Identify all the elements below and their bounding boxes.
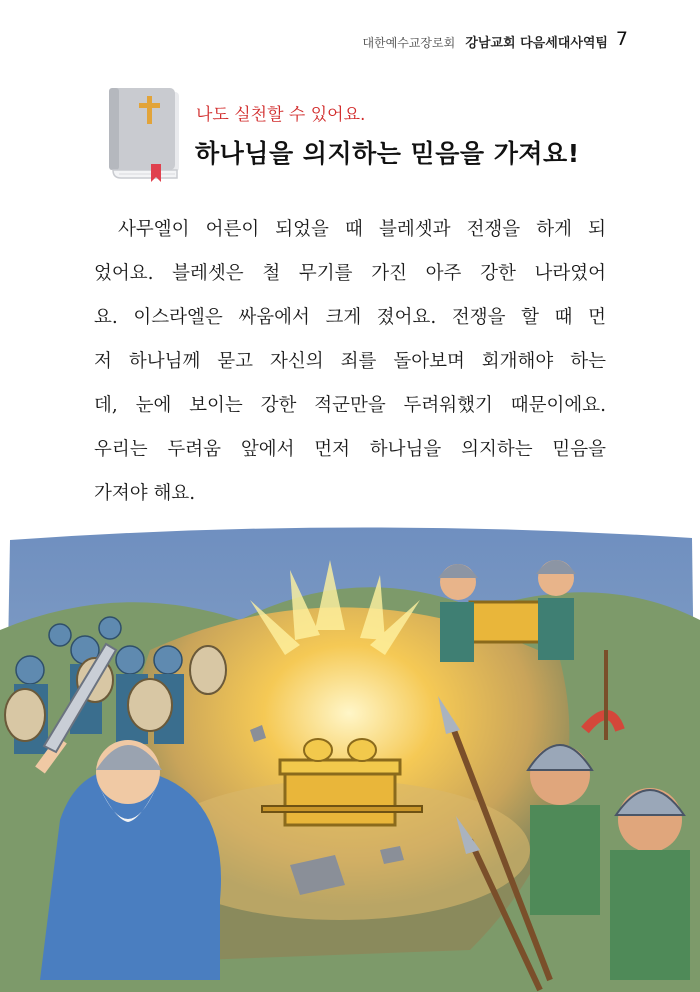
body-line: 었어요. 블레셋은 철 무기를 가진 아주 강한 나라였어: [94, 263, 606, 284]
battle-illustration: [0, 520, 700, 992]
bible-book-icon: [107, 86, 181, 182]
body-line: 사무엘이 어른이 되었을 때 블레셋과 전쟁을 하게 되: [118, 219, 606, 240]
subtitle: 나도 실천할 수 있어요.: [196, 105, 366, 125]
page-header: [362, 28, 628, 51]
page-title: 하나님을 의지하는 믿음을 가져요!: [195, 139, 580, 168]
body-line: 우리는 두려움 앞에서 먼저 하나님을 의지하는 믿음을: [94, 439, 606, 460]
header-org: 대한예수교장로회: [362, 36, 456, 50]
body-line: 가져야 해요.: [94, 483, 196, 504]
body-paragraph: [94, 208, 606, 516]
page-number: 7: [615, 28, 628, 50]
header-team: 강남교회 다음세대사역팀: [465, 36, 608, 51]
body-line: 저 하나님께 묻고 자신의 죄를 돌아보며 회개해야 하는: [94, 351, 606, 372]
body-line: 데, 눈에 보이는 강한 적군만을 두려워했기 때문이에요.: [94, 395, 606, 416]
body-line: 요. 이스라엘은 싸움에서 크게 졌어요. 전쟁을 할 때 먼: [94, 307, 606, 328]
